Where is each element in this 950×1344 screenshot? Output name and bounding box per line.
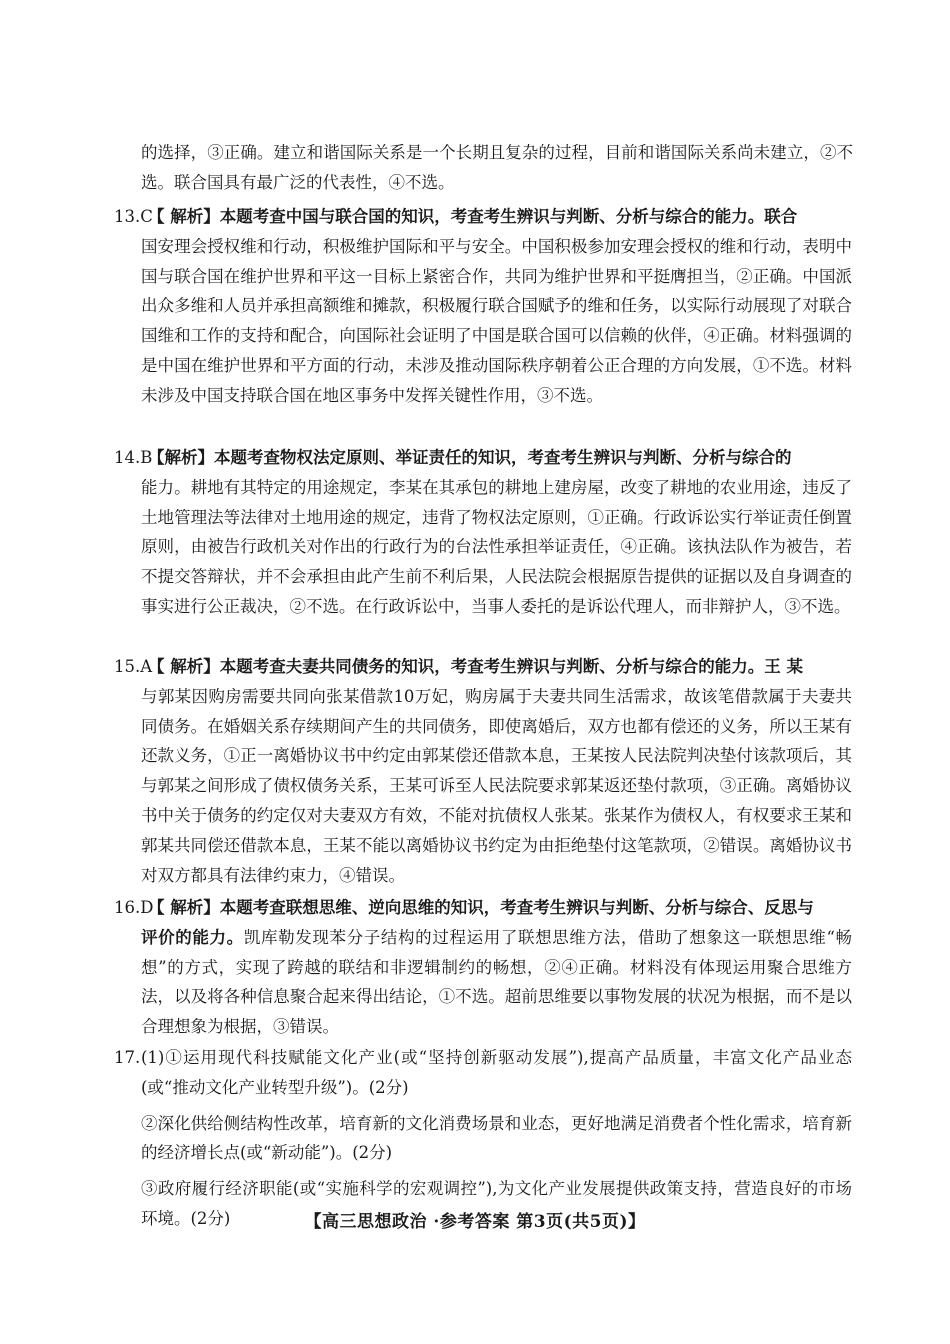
- answer-number: 15.A: [114, 657, 153, 676]
- answer-17-part-1: (1)①运用现代科技赋能文化产业(或“坚持创新驱动发展”),提高产品质量，丰富文化产品业态(或“推动文化产业转型升级”)。(2分): [141, 1048, 852, 1097]
- answer-heading: 【 解析】本题考查联想思维、逆向思维的知识，考查考生辨识与判断、分析与综合、反思与: [148, 898, 814, 917]
- answer-number: 16.D: [114, 898, 154, 917]
- answer-body: 与郭某因购房需要共同向张某借款10万妃，购房属于夫妻共同生活需求，故该笔借款属于夫妻共同债务。在婚姻关系存续期间产生的共同债务，即使离婚后，双方也都有偿还的义务，所以王某有还款义务，①正一离婚协议书中约定由郭某偿还借款本息，王某按人民法院判决垫付该款项后，其与郭某之间形成了债权债务关系，王某可诉至人民法院要求郭某返还垫付款项，③正确。离婚协议书中关于债务的约定仅对夫妻双方有效，不能对抗债权人张某。张某作为债权人，有权要求王某和郭某共同偿还借款本息，王某不能以离婚协议书约定为由拒绝垫付这笔款项，②错误。离婚协议书对双方都具有法律约束力，④错误。: [141, 686, 852, 885]
- answer-15: [114, 652, 852, 890]
- answer-number: 14.B: [114, 448, 153, 467]
- answer-14: [114, 443, 852, 622]
- answer-13: [114, 202, 852, 411]
- answer-17: [114, 1043, 852, 1234]
- answer-body: 能力。耕地有其特定的用途规定，李某在其承包的耕地上建房屋，改变了耕地的农业用途，违反了土地管理法等法律对土地用途的规定，违背了物权法定原则，①正确。行政诉讼实行举证责任倒置原则，由被告行政机关对作出的行政行为的台法性承担举证责任，④正确。该执法队作为被告，若不提交答辩状，并不会承担由此产生前不利后果，人民法院会根据原告提供的证据以及自身调查的事实进行公正裁决，②不选。在行政诉讼中，当事人委托的是诉讼代理人，而非辩护人，③不选。: [141, 477, 852, 616]
- answer-17-part-3: ③政府履行经济职能(或“实施科学的宏观调控”),为文化产业发展提供政策支持，营造良好的市场环境。(2分): [141, 1179, 852, 1228]
- answer-heading: 【 解析】本题考查中国与联合国的知识，考查考生辨识与判断、分析与综合的能力。联合: [148, 207, 798, 226]
- answer-17-part-2: ②深化供给侧结构性改革，培育新的文化消费场景和业态，更好地满足消费者个性化需求，培育新的经济增长点(或“新动能”)。(2分): [141, 1113, 852, 1163]
- page-footer: 【高三思想政治 ·参考答案 第3页(共5页)】: [304, 1212, 646, 1232]
- answer-body: 国安理会授权维和行动，积极维护国际和平与安全。中国积极参加安理会授权的维和行动，表明中国与联合国在维护世界和平这一目标上紧密合作，共同为维护世界和平挺膺担当，②正确。中国派出众多维和人员并承担高额维和摊款，积极履行联合国赋予的维和任务，以实际行动展现了对联合国维和工作的支持和配合，向国际社会证明了中国是联合国可以信赖的伙伴，④正确。材料强调的是中国在维护世界和平方面的行动，未涉及推动国际秩序朝着公正合理的方向发展，①不选。材料未涉及中国支持联合国在地区事务中发挥关键性作用，③不选。: [141, 236, 852, 405]
- answer-16: [114, 893, 852, 1042]
- answer-body-bold: 评价的能力。: [141, 927, 244, 947]
- answer-body: [141, 923, 852, 1042]
- answer-heading: 【 解析】本题考查夫妻共同债务的知识，考查考生辨识与判断、分析与综合的能力。王 某: [148, 657, 803, 676]
- answer-number: 13.C: [114, 207, 153, 226]
- continuation-paragraph: 的选择，③正确。建立和谐国际关系是一个长期且复杂的过程，目前和谐国际关系尚未建立，②不选。联合国具有最广泛的代表性，④不选。: [141, 143, 853, 192]
- answer-body-text: 凯库勒发现苯分子结构的过程运用了联想思维方法，借助了想象这一联想思维“畅想”的方式，实现了跨越的联结和非逻辑制约的畅想，②④正确。材料没有体现运用聚合思维方法，以及将各种信息聚合起来得出结论，①不选。超前思维要以事物发展的状况为根据，而不是以合理想象为根据，③错误。: [141, 927, 853, 1037]
- answer-number: 17.: [114, 1048, 141, 1067]
- answer-heading: 【解析】本题考查物权法定原则、举证责任的知识，考查考生辨识与判断、分析与综合的: [148, 448, 792, 467]
